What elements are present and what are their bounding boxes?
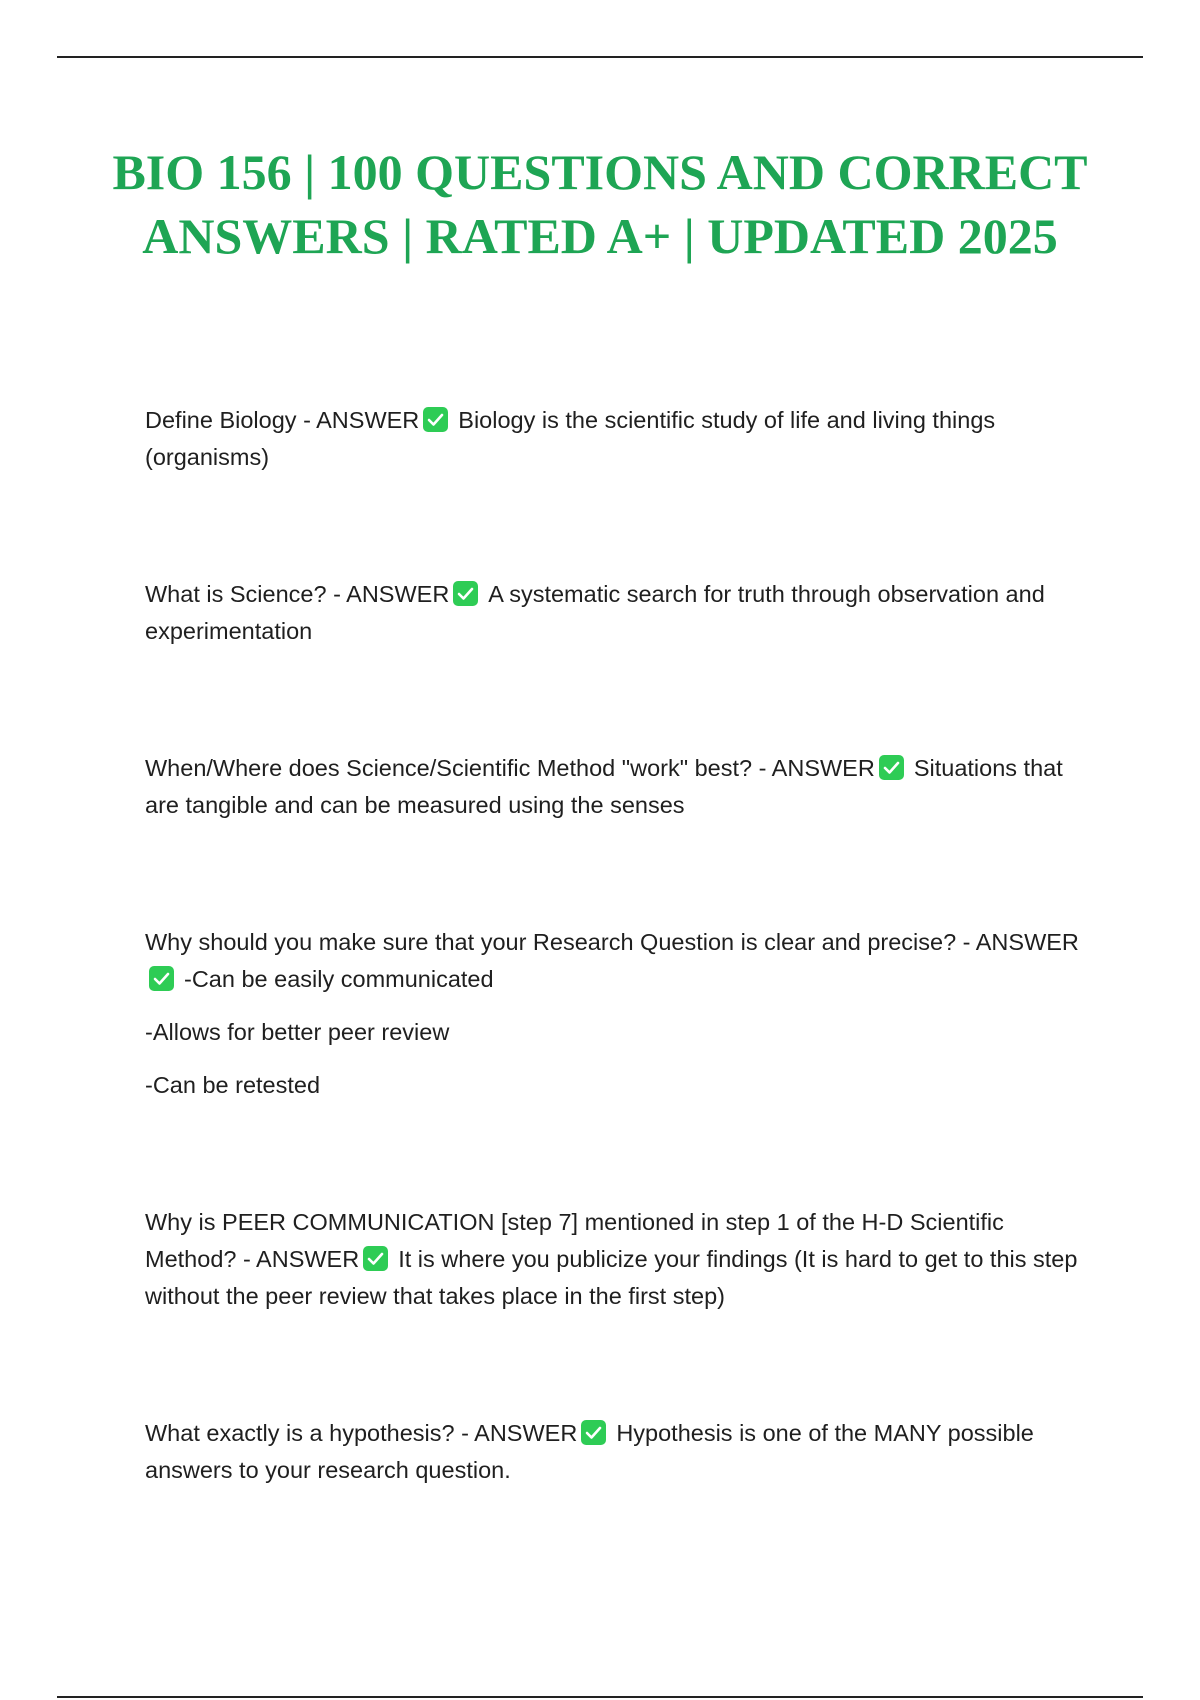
top-rule [57,56,1143,58]
answer-extra-line: -Can be retested [145,1072,321,1098]
check-mark-icon [453,581,478,606]
answer-marker: ANSWER [474,1420,578,1446]
question-text: Why should you make sure that your Research Question is clear and precise? - [145,929,976,955]
answer-marker: ANSWER [346,581,450,607]
qa-item-what-is-science [145,576,1085,650]
answer-marker: ANSWER [316,407,420,433]
qa-item-scientific-method-works-best [145,750,1085,824]
check-mark-icon [581,1420,606,1445]
question-text: When/Where does Science/Scientific Method "work" best? - [145,755,772,781]
question-text: What exactly is a hypothesis? - [145,1420,475,1446]
answer-text: It is where you publicize your findings (It is hard to get to this step without the peer review that takes place in the first step) [145,1246,1078,1309]
question-text: Why is PEER COMMUNICATION [step 7] mentioned in step 1 of the H-D Scientific Method? - [145,1209,1004,1272]
answer-text: -Can be easily communicated [184,966,494,992]
check-mark-icon [423,407,448,432]
qa-text [145,402,1085,476]
answer-text: Hypothesis is one of the MANY possible answers to your research question. [145,1420,1034,1483]
qa-text [145,576,1085,650]
qa-item-hypothesis [145,1415,1085,1489]
check-mark-icon [363,1246,388,1271]
bottom-rule [57,1696,1143,1698]
answer-marker: ANSWER [256,1246,360,1272]
qa-list [145,402,1085,1489]
check-mark-icon [149,966,174,991]
check-mark-icon [879,755,904,780]
qa-text [145,1415,1085,1489]
qa-item-define-biology [145,402,1085,476]
answer-text: Situations that are tangible and can be measured using the senses [145,755,1063,818]
answer-text: A systematic search for truth through observation and experimentation [145,581,1045,644]
qa-item-peer-communication [145,1204,1085,1315]
question-text: What is Science? - [145,581,347,607]
qa-text [145,924,1085,998]
qa-text [145,1204,1085,1315]
answer-marker: ANSWER [771,755,875,781]
qa-item-research-question-clear [145,924,1085,1104]
question-text: Define Biology - [145,407,317,433]
answer-marker: ANSWER [975,929,1079,955]
page-title: BIO 156 | 100 QUESTIONS AND CORRECT ANSWERS | RATED A+ | UPDATED 2025 [112,144,1088,264]
answer-extra-line: -Allows for better peer review [145,1019,450,1045]
qa-text [145,750,1085,824]
answer-text: Biology is the scientific study of life and living things (organisms) [145,407,996,470]
